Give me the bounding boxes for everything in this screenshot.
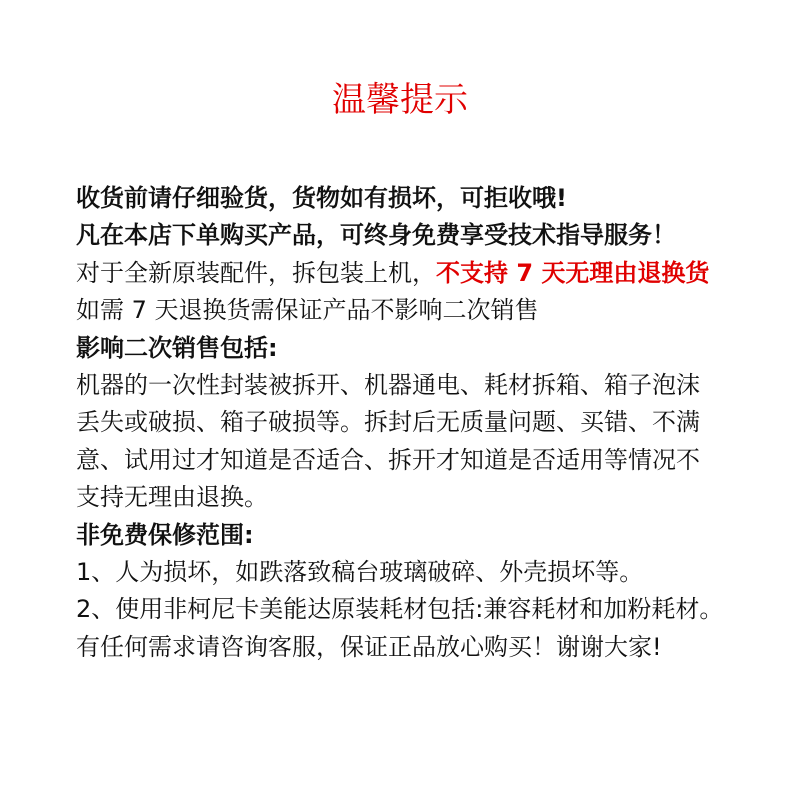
notice-line-inspect-goods: 收货前请仔细验货，货物如有损坏，可拒收哦! [76,184,567,212]
notice-heading-warranty-exclusions: 非免费保修范围: [76,520,254,549]
notice-body [76,180,776,666]
notice-line-resale-3: 意、试用过才知道是否适合、拆开才知道是否适用等情况不 [76,445,700,474]
notice-line-return-condition: 如需 7 天退换货需保证产品不影响二次销售 [76,296,539,325]
notice-heading-resale-impact: 影响二次销售包括: [76,333,278,362]
notice-line-resale-1: 机器的一次性封装被拆开、机器通电、耗材拆箱、箱子泡沫 [76,370,700,399]
notice-line-resale-2: 丢失或破损、箱子破损等。拆封后无质量问题、买错、不满 [76,408,700,437]
notice-line-resale-4: 支持无理由退换。 [76,483,268,512]
notice-line-exclusion-2: 2、使用非柯尼卡美能达原装耗材包括:兼容耗材和加粉耗材。 [76,595,724,624]
notice-line-exclusion-1: 1、人为损坏，如跌落致稿台玻璃破碎、外壳损坏等。 [76,557,644,586]
notice-line-return-policy [76,255,776,292]
notice-line-tech-support: 凡在本店下单购买产品，可终身免费享受技术指导服务！ [76,221,676,250]
notice-title: 温馨提示 [332,80,468,120]
no-return-warning: 不支持 7 天无理由退换货 [436,258,710,287]
notice-line-contact: 有任何需求请咨询客服，保证正品放心购买！谢谢大家! [76,632,662,661]
return-policy-text: 对于全新原装配件，拆包装上机， [76,258,436,287]
